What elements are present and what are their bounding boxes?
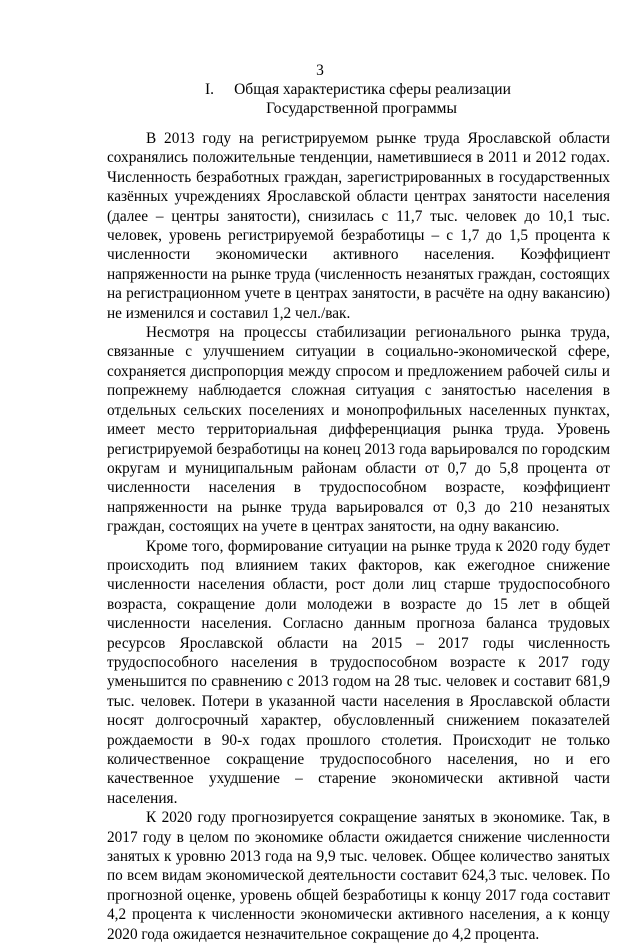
section-heading-line1 <box>0 80 640 99</box>
page-number: 3 <box>316 62 324 79</box>
section-title-line2: Государственной программы <box>266 100 457 117</box>
section-numeral: I. <box>205 81 215 98</box>
body-text <box>107 129 610 944</box>
paragraph: В 2013 году на регистрируемом рынке труда Ярославской области сохранялись положительные тенденции, наметившиеся в 2011 и 2012 годах. Численность безработных граждан, зарегистрированных в государственных казённых учреждениях Ярославской области центрах занятости населения (далее – центры занятости), снизилась с 11,7 тыс. человек до 10,1 тыс. человек, уровень регистрируемой безработицы – с 1,7 до 1,5 процента к численности экономически активного населения. Коэффициент напряженности на рынке труда (численность незанятых граждан, состоящих на регистрационном учете в центрах занятости, в расчёте на одну вакансию) не изменился и составил 1,2 чел./вак. <box>107 130 610 322</box>
section-title-line1: Общая характеристика сферы реализации <box>234 81 511 98</box>
paragraph: Кроме того, формирование ситуации на рынке труда к 2020 году будет происходить под влиянием таких факторов, как ежегодное снижение численности населения области, рост доли лиц старше трудоспособного возраста, сокращение доли молодежи в возрасте до 15 лет в общей численности населения. Согласно данным прогноза баланса трудовых ресурсов Ярославской области на 2015 – 2017 годы численность трудоспособного населения в трудоспособном возрасте к 2017 году уменьшится по сравнению с 2013 годом на 28 тыс. человек и составит 681,9 тыс. человек. Потери в указанной части населения в Ярославской области носят долгосрочный характер, обусловленный снижением показателей рождаемости в 90-х годах прошлого столетия. Происходит не только количественное сокращение трудоспособного населения, но и его качественное ухудшение – старение экономически активной части населения. <box>107 537 610 807</box>
paragraph: К 2020 году прогнозируется сокращение занятых в экономике. Так, в 2017 году в целом по экономике области ожидается снижение численности занятых к уровню 2013 года на 9,9 тыс. человек. Общее количество занятых по всем видам экономической деятельности составит 624,3 тыс. человек. По прогнозной оценке, уровень общей безработицы к концу 2017 года составит 4,2 процента к численности экономически активного населения, а к концу 2020 года ожидается незначительное сокращение до 4,2 процента. <box>107 809 610 943</box>
paragraph: Несмотря на процессы стабилизации регионального рынка труда, связанные с улучшением ситуации в социально-экономической сфере, сохраняется диспропорция между спросом и предложением рабочей силы и попрежнему наблюдается сложная ситуация с занятостью населения в отдельных сельских поселениях и монопрофильных населенных пунктах, имеет место территориальная дифференциация рынка труда. Уровень регистрируемой безработицы на конец 2013 года варьировался по городским округам и муниципальным районам области от 0,7 до 5,8 процента от численности населения в трудоспособном возрасте, коэффициент напряженности на рынке труда варьировался от 0,3 до 210 незанятых граждан, состоящих на учете в центрах занятости, на одну вакансию. <box>107 324 610 536</box>
section-heading <box>0 80 640 118</box>
